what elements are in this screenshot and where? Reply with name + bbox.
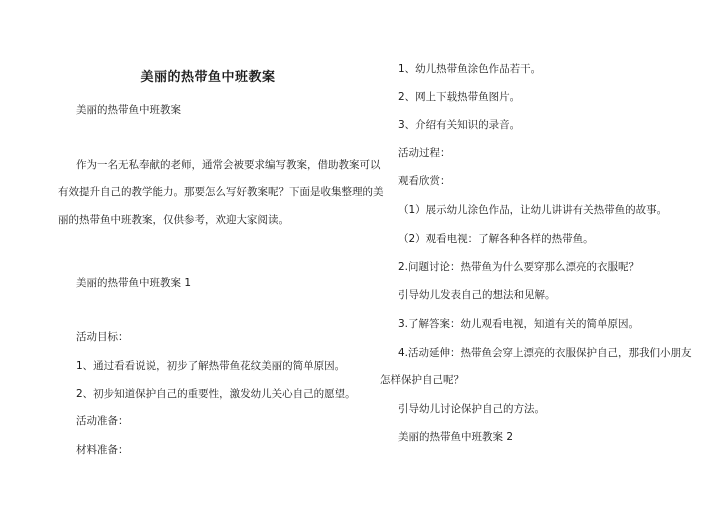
answer-line: 3.了解答案：幼儿观看电视，知道有关的简单原因。	[398, 318, 640, 330]
intro-line-2: 有效提升自己的教学能力。那要怎么写好教案呢？下面是收集整理的美	[58, 186, 384, 198]
goal-item-2: 2、初步知道保护自己的重要性，激发幼儿关心自己的愿望。	[76, 388, 356, 400]
prep-heading: 活动准备：	[76, 415, 129, 427]
material-item-3: 3、介绍有关知识的录音。	[398, 119, 521, 131]
material-item-1: 1、幼儿热带鱼涂色作品若干。	[398, 63, 542, 75]
intro-line-1: 作为一名无私奉献的老师，通常会被要求编写教案，借助教案可以	[76, 159, 381, 171]
intro-line-3: 丽的热带鱼中班教案，仅供参考，欢迎大家阅读。	[58, 214, 289, 226]
watch-heading: 观看欣赏：	[398, 175, 451, 187]
section-heading-1: 美丽的热带鱼中班教案 1	[76, 277, 192, 289]
discussion-guide: 引导幼儿发表自己的想法和见解。	[398, 289, 556, 301]
subtitle: 美丽的热带鱼中班教案	[76, 104, 181, 116]
goals-heading: 活动目标：	[76, 331, 129, 343]
extension-line-2: 怎样保护自己呢？	[380, 374, 464, 386]
process-item-2: （2）观看电视：了解各种各样的热带鱼。	[398, 233, 594, 245]
material-item-2: 2、网上下载热带鱼图片。	[398, 91, 521, 103]
section-heading-2: 美丽的热带鱼中班教案 2	[398, 431, 514, 443]
process-item-1: （1）展示幼儿涂色作品，让幼儿讲讲有关热带鱼的故事。	[398, 204, 668, 216]
materials-heading: 材料准备：	[76, 444, 129, 456]
extension-line-1: 4.活动延伸：热带鱼会穿上漂亮的衣服保护自己，那我们小朋友	[398, 347, 692, 359]
extension-guide: 引导幼儿讨论保护自己的方法。	[398, 403, 545, 415]
document-title: 美丽的热带鱼中班教案	[140, 70, 276, 85]
process-heading: 活动过程：	[398, 147, 451, 159]
discussion-line: 2.问题讨论：热带鱼为什么要穿那么漂亮的衣服呢？	[398, 261, 640, 273]
goal-item-1: 1、通过看看说说，初步了解热带鱼花纹美丽的简单原因。	[76, 360, 346, 372]
